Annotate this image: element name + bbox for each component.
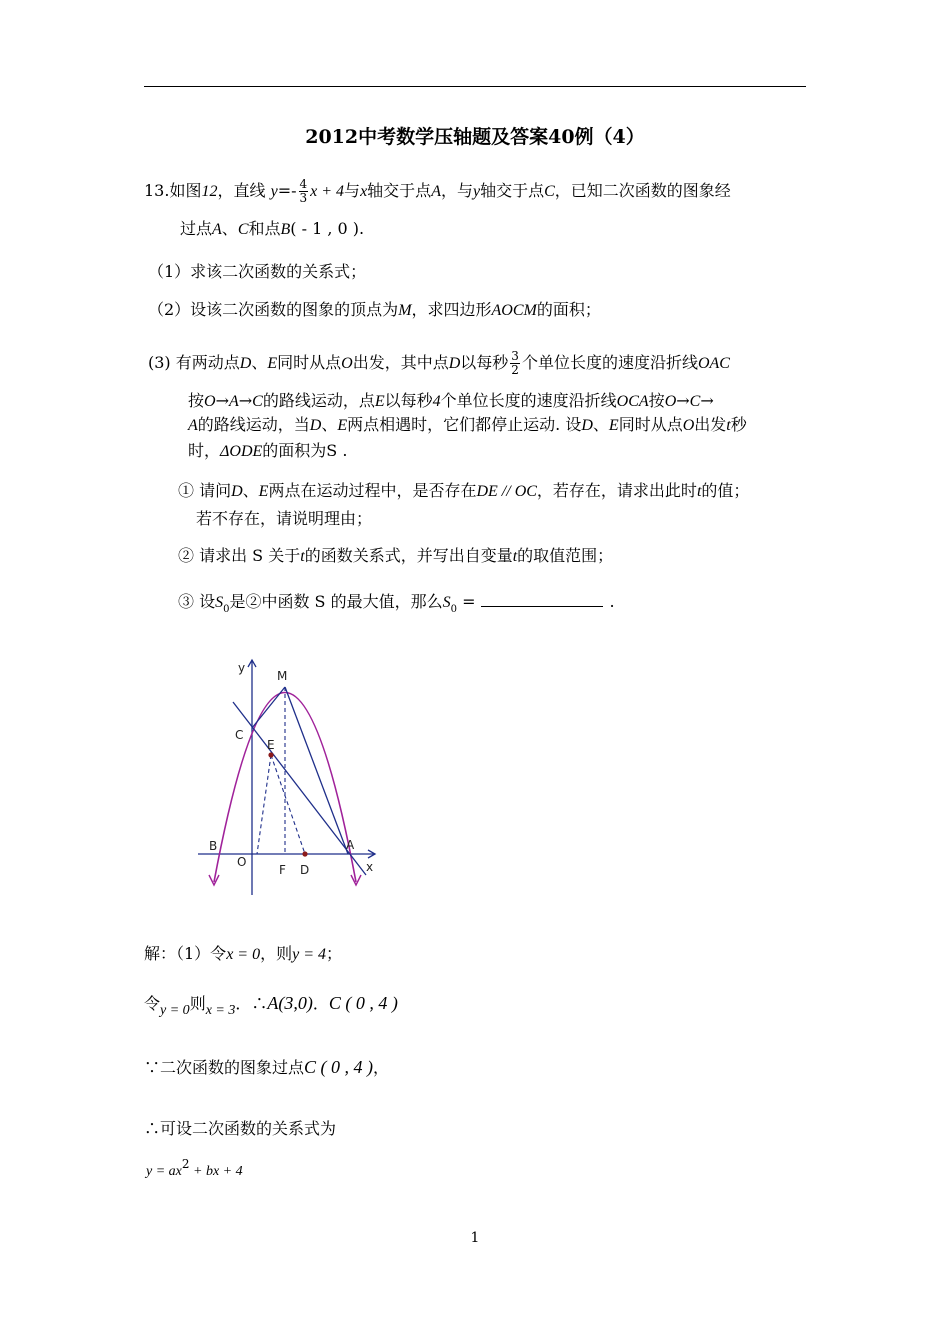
question-3-line-4: 时，ΔODE的面积为S . — [188, 441, 348, 460]
label-M: M — [277, 669, 288, 683]
label-E: E — [267, 738, 275, 752]
solution-line-4: ∴可设二次函数的关系式为 — [144, 1119, 337, 1138]
dashed-EO — [257, 755, 271, 854]
solution-line-5: y = ax2 + bx + 4 — [146, 1157, 243, 1179]
slope-fraction: $\frac{4}{3}$ — [299, 177, 308, 205]
solution-line-2: 令y = 0则x = 3．∴A(3,0)．C ( 0 , 4 ) — [144, 993, 398, 1018]
label-O: O — [237, 855, 247, 869]
point-D — [302, 851, 307, 856]
point-E — [268, 752, 273, 757]
label-y: y — [238, 661, 246, 675]
segment-MA — [285, 687, 348, 854]
segment-CM — [252, 687, 285, 728]
speed-fraction: $\frac{3}{2}$ — [511, 349, 519, 377]
question-1: （1）求该二次函数的关系式； — [148, 262, 367, 281]
solution-line-3: ∵二次函数的图象过点C ( 0 , 4 )， — [144, 1057, 390, 1077]
subquestion-1-cont: 若不存在，请说明理由； — [196, 509, 373, 528]
dashed-ED — [271, 755, 305, 854]
parabola-diagram — [178, 650, 396, 907]
label-D: D — [300, 863, 310, 877]
subquestion-1: ① 请问D、E两点在运动过程中，是否存在DE // OC，若存在，请求出此时t的值； — [178, 481, 750, 500]
label-C: C — [235, 728, 244, 742]
solution-line-1: 解：（1）令x = 0，则y = 4； — [144, 944, 343, 963]
problem-line-2: 过点A、C和点B( - 1 , 0 ). — [180, 219, 365, 238]
label-x: x — [366, 860, 374, 874]
page-title: 2012中考数学压轴题及答案40例（4） — [305, 126, 645, 148]
answer-blank[interactable] — [481, 592, 603, 607]
figure-12 — [178, 650, 396, 907]
subquestion-3: ③ 设$S_0$是②中函数 S 的最大值，那么$S_0$ = . — [178, 592, 615, 615]
question-3-line-3: A的路线运动，当D、E两点相遇时，它们都停止运动. 设D、E同时从点O出发t秒 — [188, 415, 747, 434]
label-B: B — [209, 839, 218, 853]
page-number: 1 — [470, 1230, 480, 1246]
question-3-line-2: 按O→A→C的路线运动，点E以每秒4个单位长度的速度沿折线OCA按O→C→ — [188, 391, 714, 410]
label-A: A — [346, 838, 355, 852]
question-3-line-1: (3) 有两动点D、E同时从点O出发，其中点D以每秒 $\frac{3}{2}$ 个单位长度的速度沿折线OAC — [148, 349, 730, 377]
label-F: F — [279, 863, 286, 877]
subquestion-2: ② 请求出 S 关于t的函数关系式，并写出自变量t的取值范围； — [178, 546, 614, 565]
question-2: （2）设该二次函数的图象的顶点为M，求四边形AOCM的面积； — [148, 300, 601, 319]
header-rule — [144, 86, 806, 87]
problem-line-1: 13.如图12，直线 y=- $\frac{4}{3}$ x + 4与x轴交于点A，与y轴交于点C，已知二次函数的图象经 — [144, 177, 731, 205]
